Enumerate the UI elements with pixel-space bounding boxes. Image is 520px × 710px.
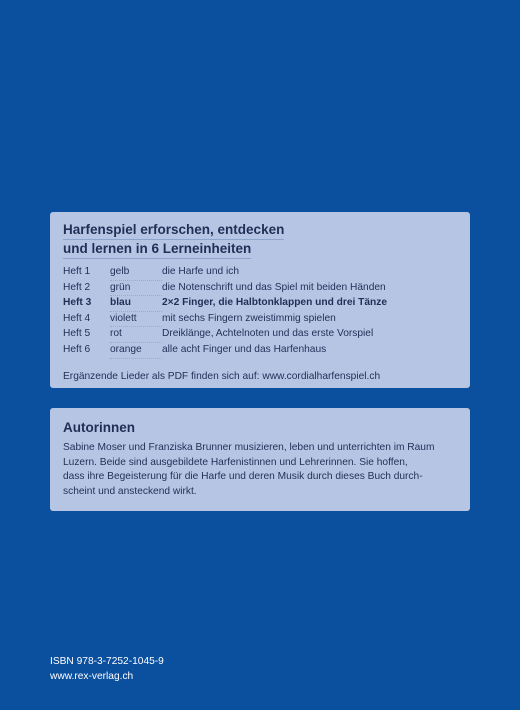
heft-description: Dreiklänge, Achtelnoten und das erste Vorspiel bbox=[162, 328, 374, 340]
heft-color: orange bbox=[110, 343, 162, 359]
heft-row-2 bbox=[63, 281, 458, 297]
authors-text-line-3: dass ihre Begeisterung für die Harfe und deren Musik durch dieses Buch durch- bbox=[63, 471, 423, 483]
heft-number: Heft 4 bbox=[63, 312, 91, 324]
publisher-website: www.rex-verlag.ch bbox=[50, 670, 134, 682]
heft-number: Heft 2 bbox=[63, 281, 91, 293]
heft-color: grün bbox=[110, 281, 162, 297]
heft-color: rot bbox=[110, 327, 162, 343]
pdf-note: Ergänzende Lieder als PDF finden sich auf: www.cordialharfenspiel.ch bbox=[63, 370, 381, 382]
heft-row-5 bbox=[63, 327, 458, 343]
heft-description: die Harfe und ich bbox=[162, 266, 240, 277]
heft-description: mit sechs Fingern zweistimmig spielen bbox=[162, 312, 336, 324]
heft-table bbox=[63, 265, 458, 359]
heft-description: 2×2 Finger, die Halbtonklappen und drei Tänze bbox=[162, 297, 388, 309]
heft-description: alle acht Finger und das Harfenhaus bbox=[162, 343, 327, 355]
heft-row-6 bbox=[63, 343, 458, 359]
heft-row-3-current bbox=[63, 296, 458, 312]
heft-description: die Notenschrift und das Spiel mit beiden Händen bbox=[162, 281, 386, 293]
heft-number: Heft 1 bbox=[63, 266, 91, 277]
heft-number: Heft 3 bbox=[63, 297, 92, 309]
heft-color: blau bbox=[110, 296, 162, 312]
heft-color: gelb bbox=[110, 265, 162, 281]
series-title bbox=[63, 221, 458, 259]
heft-number: Heft 6 bbox=[63, 343, 91, 355]
authors-text-line-1: Sabine Moser und Franziska Brunner musizieren, leben und unterrichten im Raum bbox=[63, 442, 435, 453]
authors-text bbox=[63, 441, 458, 499]
heft-row-4 bbox=[63, 312, 458, 328]
heft-row-1 bbox=[63, 265, 458, 281]
authors-box bbox=[50, 408, 470, 511]
series-title-line-1: Harfenspiel erforschen, entdecken bbox=[63, 221, 284, 240]
authors-text-line-4: scheint und ansteckend wirkt. bbox=[63, 485, 197, 497]
heft-number: Heft 5 bbox=[63, 328, 91, 340]
authors-text-line-2: Luzern. Beide sind ausgebildete Harfenistinnen und Lehrerinnen. Sie hoffen, bbox=[63, 456, 408, 468]
series-title-line-2: und lernen in 6 Lerneinheiten bbox=[63, 240, 251, 259]
authors-title: Autorinnen bbox=[63, 420, 135, 435]
heft-color: violett bbox=[110, 312, 162, 328]
series-info-box bbox=[50, 212, 470, 388]
publisher-footer bbox=[50, 655, 164, 684]
isbn: ISBN 978-3-7252-1045-9 bbox=[50, 656, 164, 667]
